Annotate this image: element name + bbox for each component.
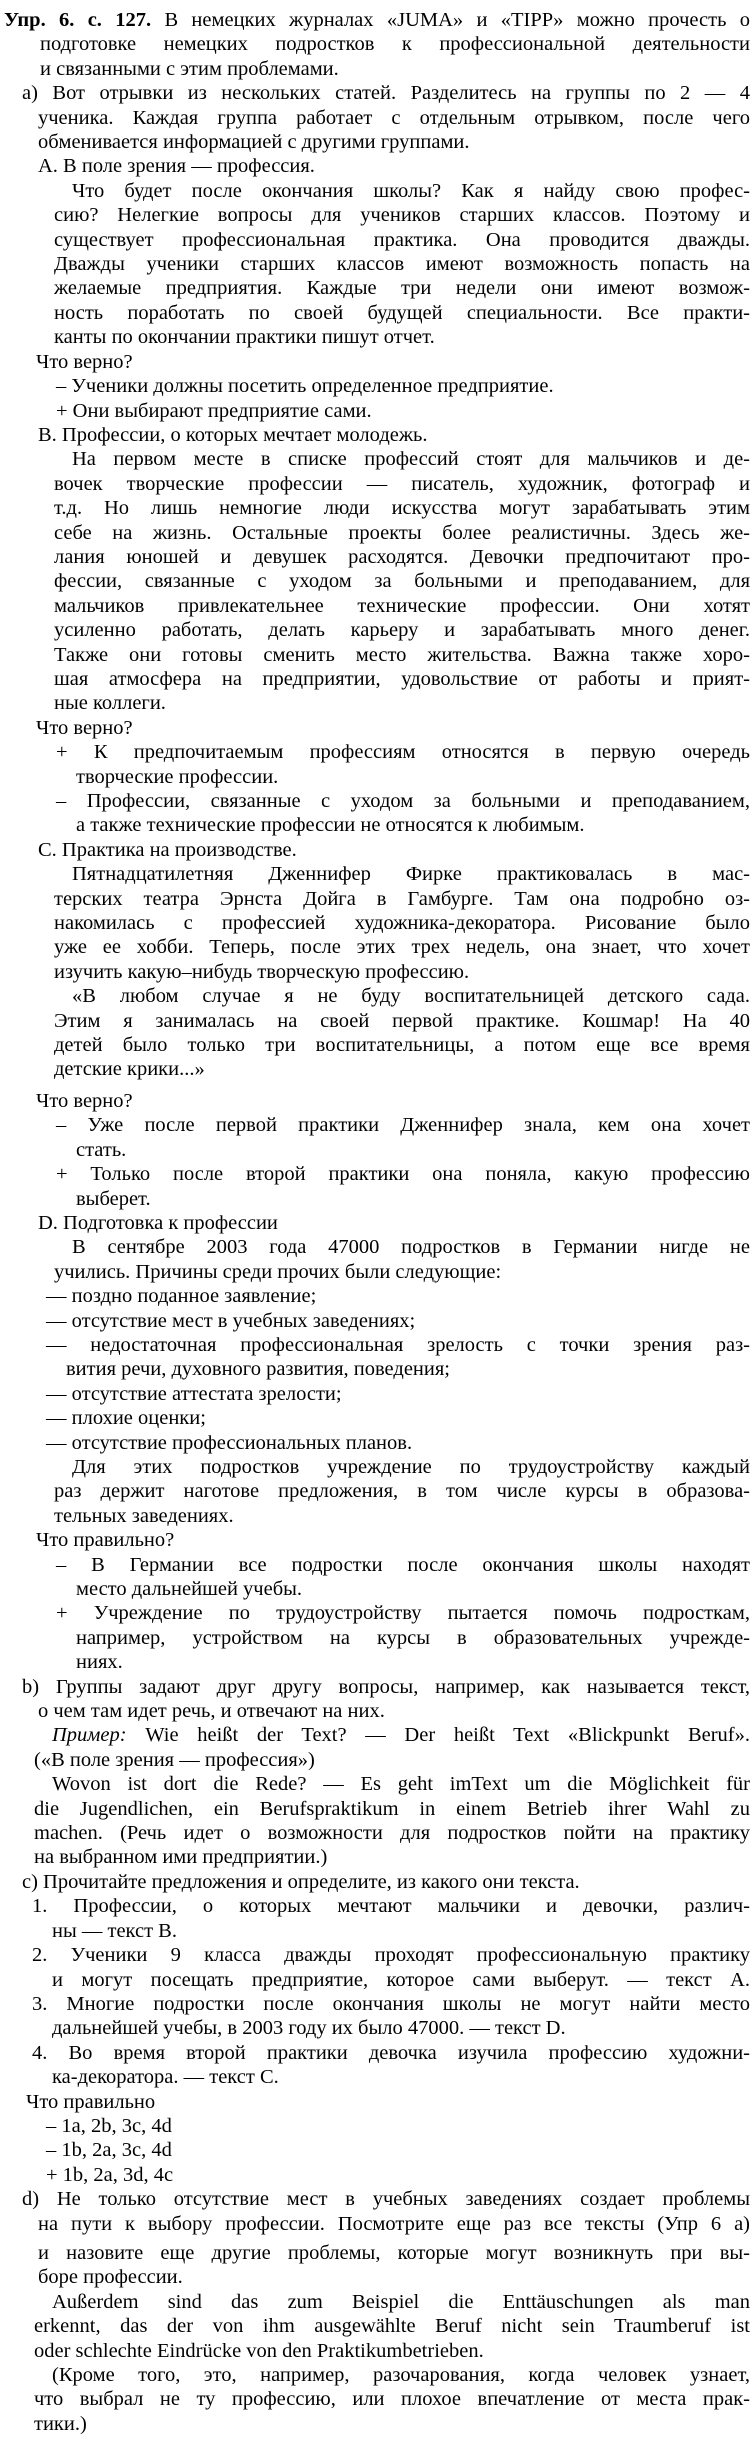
paragraph-line: детей было только три воспитательницы, а потом еще все время: [54, 1034, 750, 1057]
paragraph-line: Пятнадцатилетняя Дженнифер Фирке практиковалась в мас-: [72, 863, 750, 886]
paragraph-line: лания юношей и девушек расходятся. Девочки предпочитают про-: [54, 545, 750, 568]
example-paragraph-line: Außerdem sind das zum Beispiel die Enttäuschungen als man: [52, 2290, 750, 2313]
paragraph-line: На первом месте в списке профессий стоят для мальчиков и де-: [72, 448, 750, 471]
paragraph-line: мальчиков привлекательнее технические профессии. Они хотят: [54, 594, 750, 617]
paragraph-line: «В любом случае я не буду воспитательницей детского сада.: [72, 985, 750, 1008]
list-item-line: a) Вот отрывки из нескольких статей. Разделитесь на группы по 2 — 4: [22, 82, 750, 105]
example-label: Пример:: [52, 1724, 127, 1747]
paragraph-line: учились. Причины среди прочих были следующие:: [54, 1260, 502, 1283]
numbered-item-line: дальнейшей учебы, в 2003 году их было 47000. — текст D.: [52, 2017, 566, 2040]
paragraph-line: себе на жизнь. Остальные проекты более реалистичны. Здесь же-: [54, 521, 750, 544]
answer-option-line: + Учреждение по трудоустройству пытается помочь подросткам,: [56, 1602, 750, 1625]
paragraph-line: Дважды ученики старших классов имеют возможность попасть на: [54, 253, 750, 276]
answer-option-line: + К предпочитаемым профессиям относятся в первую очередь: [56, 741, 750, 764]
answer-option-line: а также технические профессии не относятся к любимым.: [76, 814, 585, 837]
reason-list-line: — отсутствие аттестата зрелости;: [46, 1382, 342, 1405]
example-paragraph-line: что выбрал не ту профессию, или плохое впечатление от места прак-: [34, 2388, 750, 2411]
paragraph-line: детские крики...»: [54, 1058, 205, 1081]
numbered-item-line: 1. Профессии, о которых мечтают мальчики и девочки, различ-: [32, 1895, 750, 1918]
paragraph-line: тельных заведениях.: [54, 1504, 234, 1527]
paragraph-line: фессии, связанные с уходом за больными и преподаванием, для: [54, 570, 750, 593]
answer-option-line: – Уже после первой практики Дженнифер знала, кем она хочет: [56, 1114, 750, 1137]
answer-option-line: – Ученики должны посетить определенное предприятие.: [56, 375, 554, 398]
exercise-number-label: Упр. 6. с. 127.: [4, 9, 152, 31]
paragraph-line: Этим я занималась на своей первой практике. Кошмар! На 40: [54, 1009, 750, 1032]
reason-list-line: — отсутствие профессиональных планов.: [46, 1431, 413, 1454]
answer-option-line: место дальнейшей учебы.: [76, 1578, 303, 1600]
paragraph-line: усиленно работать, делать карьеру и зарабатывать много денег.: [54, 619, 750, 642]
section-heading: С. Практика на производстве.: [38, 838, 297, 861]
list-item-line: и назовите еще другие проблемы, которые могут возникнуть при вы-: [38, 2241, 750, 2264]
example-paragraph-line: machen. (Речь идет о возможности для подростков пойти на практику: [34, 1822, 750, 1845]
paragraph-line: ные коллеги.: [54, 692, 166, 715]
answer-option-line: + Только после второй практики она поняла, какую профессию: [56, 1163, 750, 1186]
paragraph-line: ность поработать по своей будущей специальности. Все практи-: [54, 301, 750, 324]
numbered-item-line: 3. Многие подростки после окончания школы не могут найти место: [32, 1992, 750, 2015]
example-paragraph-line: die Jugendlichen, ein Berufspraktikum in einem Betrieb ihrer Wahl zu: [34, 1797, 750, 1820]
paragraph-line: Для этих подростков учреждение по трудоустройству каждый: [72, 1455, 750, 1478]
paragraph-line: существует профессиональная практика. Она проводится дважды.: [54, 228, 750, 251]
section-heading: В. Профессии, о которых мечтает молодежь.: [38, 423, 428, 446]
clipped-previous-line: [86, 0, 148, 6]
paragraph-line: т.д. Но лишь немногие люди искусства могут зарабатывать этим: [54, 497, 750, 520]
reason-list-line: — недостаточная профессиональная зрелость с точки зрения раз-: [46, 1333, 750, 1356]
reason-list-line: — плохие оценки;: [46, 1407, 206, 1430]
list-item-line: c) Прочитайте предложения и определите, из какого они текста.: [22, 1870, 580, 1893]
paragraph-line: В сентябре 2003 года 47000 подростков в Германии нигде не: [72, 1236, 750, 1259]
reason-list-line: вития речи, духовного развития, поведения;: [66, 1358, 450, 1381]
section-heading: А. В поле зрения — профессия.: [38, 155, 315, 178]
answer-option-line: – В Германии все подростки после окончания школы находят: [56, 1553, 750, 1576]
answer-variant-line: – 1a, 2b, 3c, 4d: [46, 2114, 172, 2137]
numbered-item-line: ка-декоратора. — текст С.: [52, 2066, 279, 2089]
paragraph-line: вочек творческие профессии — писатель, художник, фотограф и: [54, 472, 750, 495]
answer-option-line: – Профессии, связанные с уходом за больными и преподаванием,: [56, 790, 750, 812]
example-paragraph-line: oder schlechte Eindrücke von den Praktikumbetrieben.: [34, 2339, 484, 2362]
reason-list-line: — отсутствие мест в учебных заведениях;: [46, 1309, 416, 1332]
exercise-title-line: Упр. 6. с. 127. В немецких журналах «JUMA» и «TIPP» можно прочесть о: [4, 9, 750, 31]
answer-variant-line: + 1b, 2a, 3d, 4c: [46, 2163, 174, 2186]
example-paragraph-line: («В поле зрения — профессия»): [34, 1748, 315, 1771]
example-paragraph-line: erkennt, das der von ihm ausgewählte Beruf nicht sein Traumberuf ist: [34, 2315, 750, 2338]
list-item-line: боре профессии.: [38, 2266, 183, 2289]
question-label: Что верно?: [36, 1089, 133, 1112]
paragraph-line: канты по окончании практики пишут отчет.: [54, 326, 435, 349]
question-label: Что правильно: [26, 2090, 156, 2113]
example-paragraph-line: (Кроме того, это, например, разочарования, когда человек узнает,: [52, 2364, 750, 2386]
question-label: Что верно?: [36, 350, 133, 373]
list-item-line: ученика. Каждая группа работает с отдельным отрывком, после чего: [38, 106, 750, 129]
question-label: Что верно?: [36, 716, 133, 739]
paragraph-line: желаемые предприятия. Каждые три недели они имеют возмож-: [54, 277, 750, 300]
section-heading: D. Подготовка к профессии: [38, 1211, 278, 1234]
list-item-line: d) Не только отсутствие мест в учебных заведениях создает проблемы: [22, 2188, 750, 2211]
answer-option-line: ниях.: [76, 1651, 123, 1674]
paragraph-line: Также они готовы сменить место жительства. Важна также хоро-: [54, 643, 750, 666]
list-item-line: о чем там идет речь, и отвечают на них.: [38, 1700, 385, 1723]
exercise-title-line: и связанными с этим проблемами.: [40, 57, 339, 80]
paragraph-line: раз держит наготове предложения, в том числе курсы в образова-: [54, 1480, 750, 1503]
numbered-item-line: и могут посещать предприятие, которое сами выберут. — текст А.: [52, 1968, 750, 1991]
answer-option-line: творческие профессии.: [76, 765, 279, 788]
example-paragraph-line: тики.): [34, 2412, 87, 2435]
example-paragraph-line: Wovon ist dort die Rede? — Es geht imText um die Möglichkeit für: [52, 1773, 750, 1796]
list-item-line: b) Группы задают друг другу вопросы, например, как называется текст,: [22, 1675, 750, 1698]
answer-option-line: выберет.: [76, 1187, 151, 1210]
answer-variant-line: – 1b, 2a, 3c, 4d: [46, 2139, 172, 2162]
answer-option-line: стать.: [76, 1138, 127, 1161]
question-label: Что правильно?: [36, 1529, 175, 1552]
list-item-line: на пути к выбору профессии. Посмотрите еще раз все тексты (Упр 6 а): [38, 2212, 750, 2235]
answer-option-line: например, устройством на курсы в образовательных учрежде-: [76, 1626, 750, 1649]
list-item-line: обменивается информацией с другими группами.: [38, 131, 470, 154]
reason-list-line: — поздно поданное заявление;: [46, 1285, 317, 1308]
paragraph-line: изучить какую–нибудь творческую профессию.: [54, 960, 470, 983]
numbered-item-line: 2. Ученики 9 класса дважды проходят профессиональную практику: [32, 1944, 750, 1967]
paragraph-line: терских театра Эрнста Дойга в Гамбурге. Там она подробно оз-: [54, 887, 750, 910]
exercise-title-line: подготовке немецких подростков к профессиональной деятельности: [40, 33, 750, 56]
paragraph-line: уже ее хобби. Теперь, после этих трех недель, она знает, что хочет: [54, 936, 750, 959]
paragraph-line: сию? Нелегкие вопросы для учеников старших классов. Поэтому и: [54, 204, 750, 227]
numbered-item-line: ны — текст В.: [52, 1919, 177, 1942]
numbered-item-line: 4. Во время второй практики девочка изучила профессию художни-: [32, 2041, 750, 2064]
paragraph-line: Что будет после окончания школы? Как я найду свою профес-: [72, 179, 750, 202]
answer-option-line: + Они выбирают предприятие сами.: [56, 399, 372, 422]
example-paragraph-line: на выбранном ими предприятии.): [34, 1846, 328, 1869]
paragraph-line: накомилась с профессией художника-декоратора. Рисование было: [54, 912, 750, 935]
example-paragraph-line: Пример: Wie heißt der Text? — Der heißt Text «Blickpunkt Beruf».: [52, 1724, 750, 1747]
paragraph-line: шая атмосфера на предприятии, удовольствие от работы и прият-: [54, 667, 750, 690]
